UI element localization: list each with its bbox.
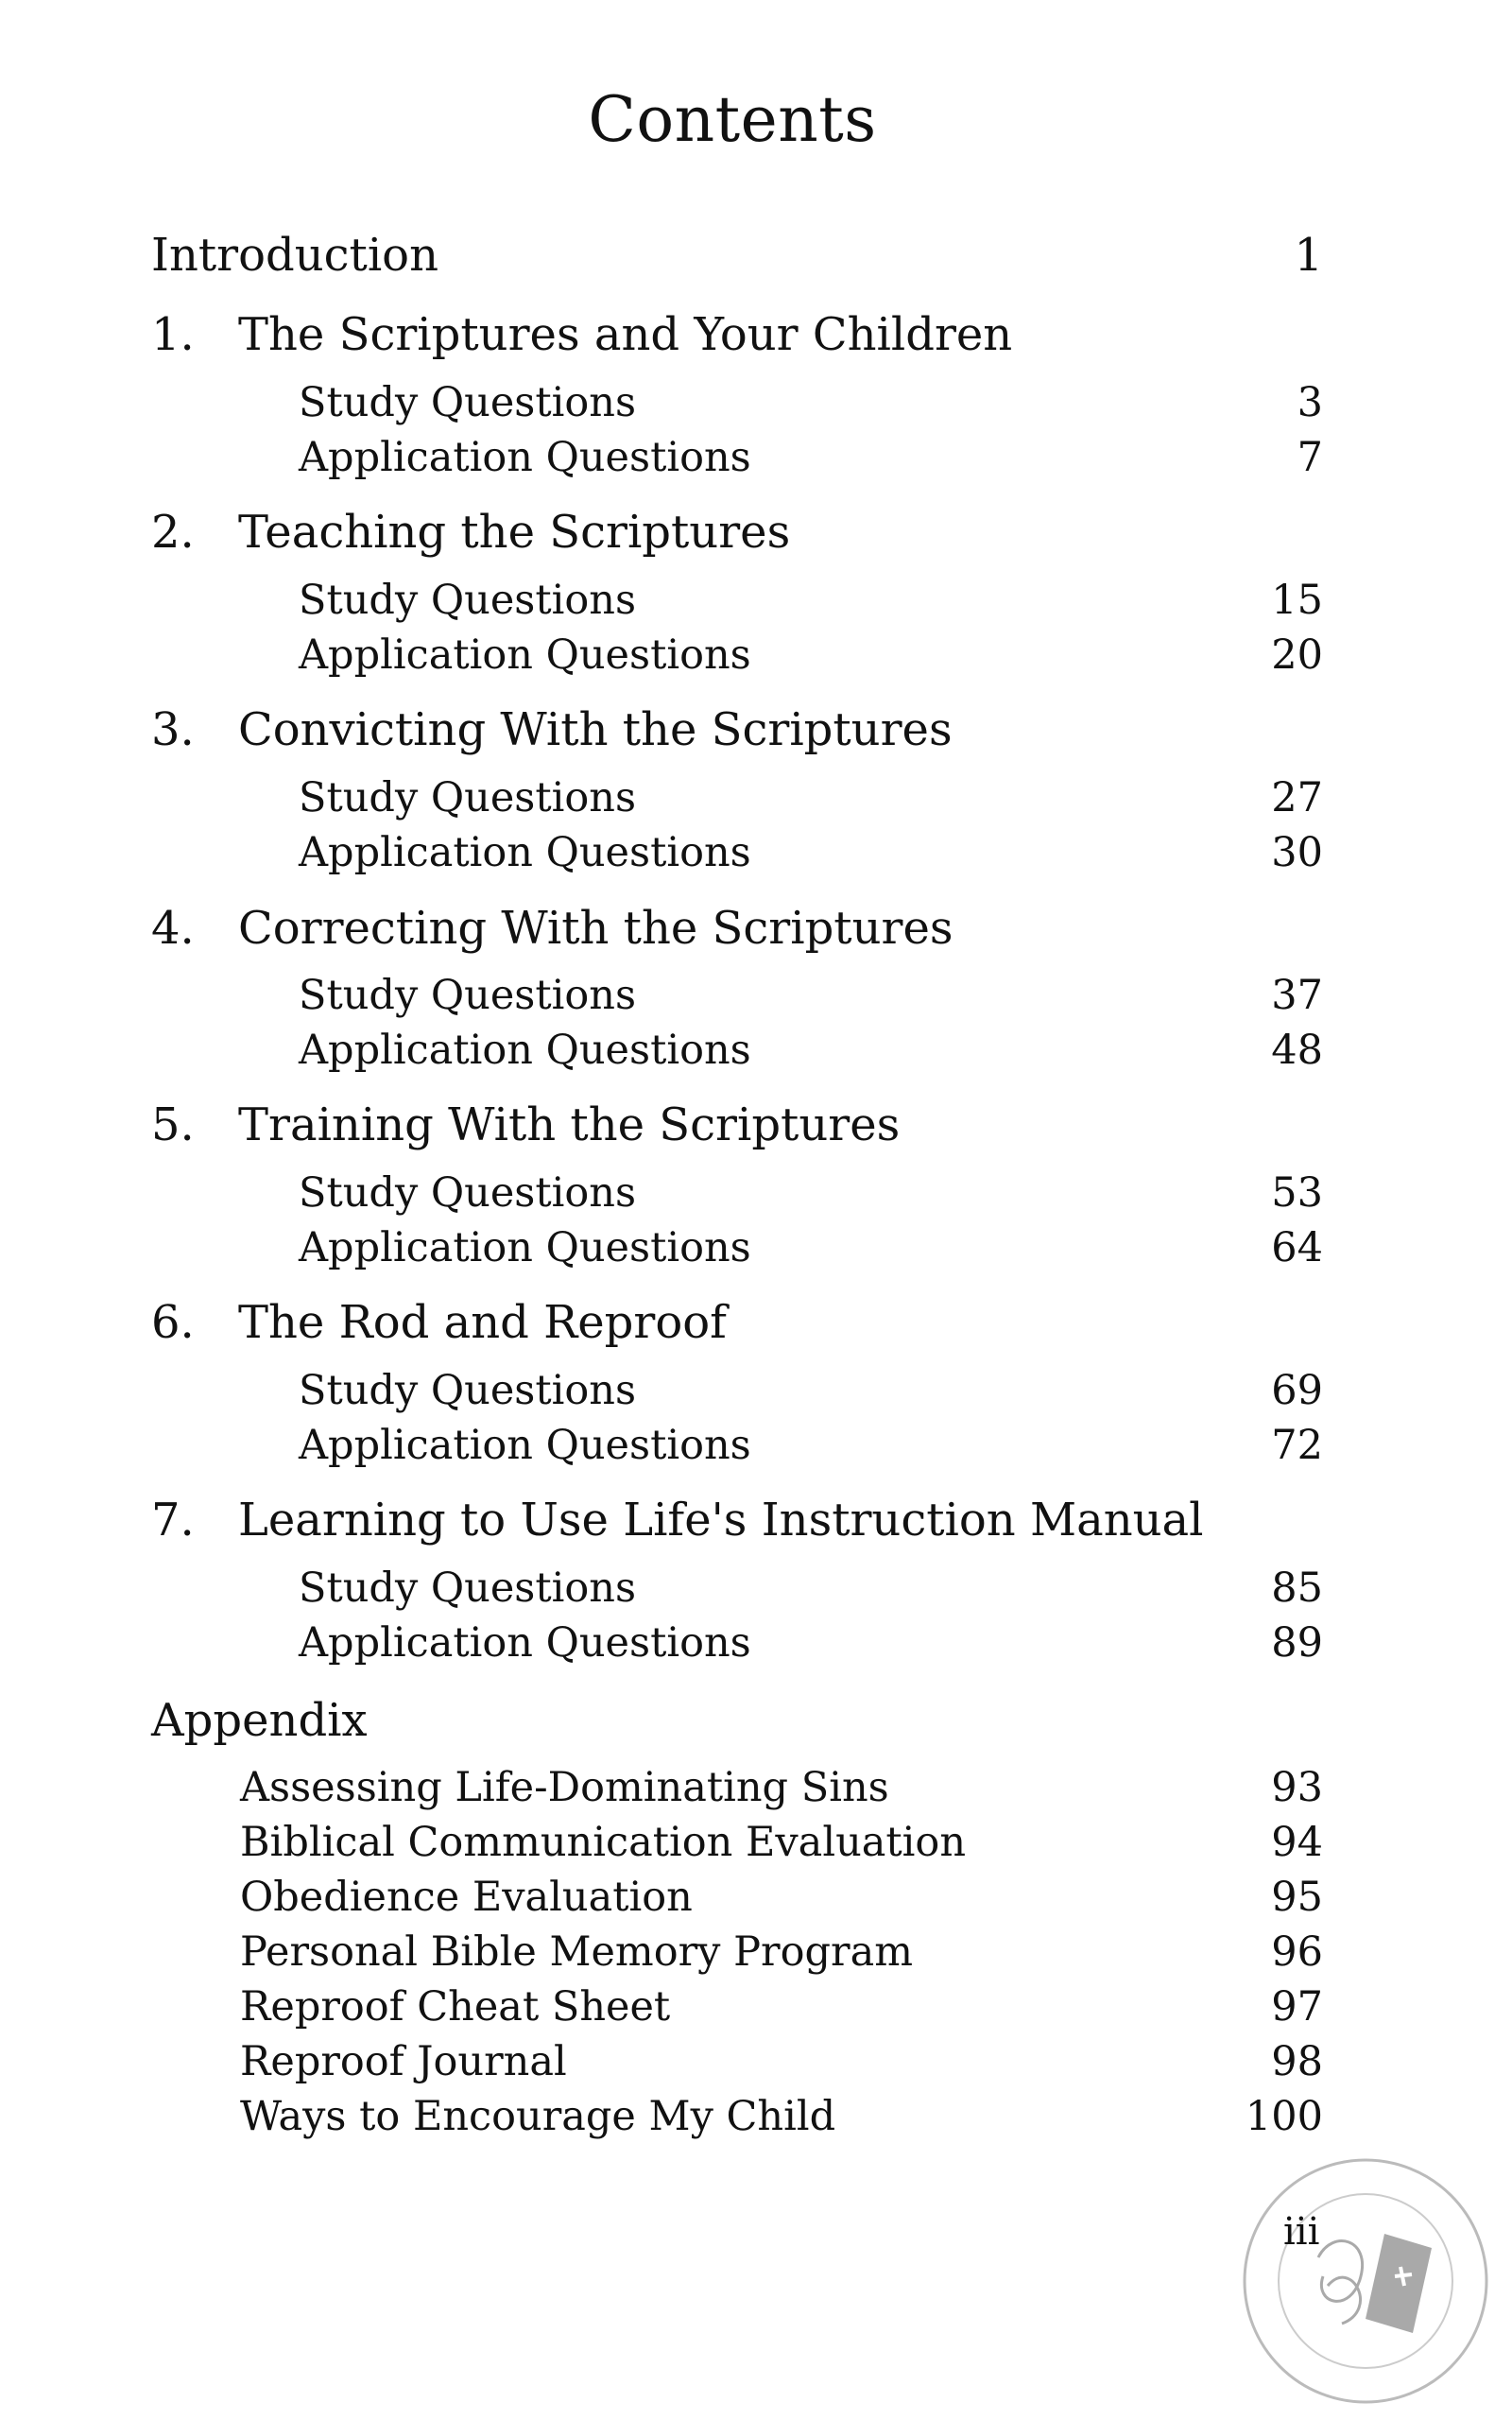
chapter-number: 4. xyxy=(151,902,195,955)
entry-label: Study Questions xyxy=(299,972,637,1019)
toc-subentry-study xyxy=(299,574,1323,627)
page-number: 48 xyxy=(1271,1027,1323,1074)
page-number: 94 xyxy=(1271,1819,1323,1866)
entry-label: Assessing Life-Dominating Sins xyxy=(240,1764,889,1811)
page-number: 96 xyxy=(1271,1928,1323,1976)
chapter-heading xyxy=(151,701,1323,758)
entry-label: Application Questions xyxy=(299,1619,751,1667)
appendix-item xyxy=(240,1980,1323,2033)
entry-label: Study Questions xyxy=(299,379,637,426)
page-number: 98 xyxy=(1271,2038,1323,2085)
page-number: 85 xyxy=(1271,1564,1323,1612)
chapter-title: Correcting With the Scriptures xyxy=(238,902,954,955)
appendix-item xyxy=(240,2035,1323,2088)
chapter-heading xyxy=(151,504,1323,561)
page-number: 37 xyxy=(1271,972,1323,1019)
toc-subentry-study xyxy=(299,1167,1323,1219)
page-number: 3 xyxy=(1297,379,1323,426)
page-number: 72 xyxy=(1271,1422,1323,1469)
entry-label: Study Questions xyxy=(299,1169,637,1217)
entry-label: Application Questions xyxy=(299,1422,751,1469)
toc-subentry-application xyxy=(299,1616,1323,1669)
appendix-item xyxy=(240,2090,1323,2143)
entry-label: Study Questions xyxy=(299,774,637,821)
appendix-item xyxy=(240,1761,1323,1814)
toc-subentry-application xyxy=(299,1221,1323,1274)
page-number: 7 xyxy=(1297,434,1323,481)
page-number: 30 xyxy=(1271,829,1323,876)
page-number: 15 xyxy=(1271,577,1323,624)
chapter-title: Teaching the Scriptures xyxy=(238,506,791,559)
page-number: 69 xyxy=(1271,1367,1323,1414)
page-number: 27 xyxy=(1271,774,1323,821)
entry-label: Obedience Evaluation xyxy=(240,1874,693,1921)
chapter-number: 5. xyxy=(151,1098,195,1151)
page-number: 95 xyxy=(1271,1874,1323,1921)
toc-subentry-application xyxy=(299,826,1323,879)
entry-label: Application Questions xyxy=(299,631,751,679)
entry-label: Study Questions xyxy=(299,1367,637,1414)
appendix-item xyxy=(240,1871,1323,1924)
entry-label: Study Questions xyxy=(299,577,637,624)
chapter-heading xyxy=(151,900,1323,957)
entry-label: Appendix xyxy=(151,1694,368,1747)
toc-entry-introduction xyxy=(151,227,1323,284)
appendix-item xyxy=(240,1816,1323,1869)
page-number: 93 xyxy=(1271,1764,1323,1811)
entry-label: Reproof Journal xyxy=(240,2038,567,2085)
chapter-heading xyxy=(151,1492,1323,1548)
page-number: 89 xyxy=(1271,1619,1323,1667)
toc-subentry-study xyxy=(299,376,1323,429)
page-number: 1 xyxy=(1294,229,1323,282)
chapter-title: The Rod and Reproof xyxy=(238,1296,727,1349)
entry-label: Application Questions xyxy=(299,1027,751,1074)
watermark-seal-icon xyxy=(1228,2144,1503,2418)
page-folio: iii xyxy=(1283,2210,1320,2254)
toc-subentry-application xyxy=(299,629,1323,682)
toc-subentry-study xyxy=(299,1364,1323,1417)
toc-subentry-study xyxy=(299,969,1323,1022)
toc-subentry-study xyxy=(299,1562,1323,1615)
chapter-title: Training With the Scriptures xyxy=(238,1098,901,1151)
chapter-number: 2. xyxy=(151,506,195,559)
toc-subentry-application xyxy=(299,1024,1323,1077)
page-number: 97 xyxy=(1271,1983,1323,2031)
page-number: 64 xyxy=(1271,1224,1323,1271)
page-number: 100 xyxy=(1245,2093,1323,2140)
chapter-heading xyxy=(151,1294,1323,1351)
toc-subentry-application xyxy=(299,1419,1323,1472)
toc-subentry-application xyxy=(299,431,1323,484)
chapter-number: 3. xyxy=(151,703,195,756)
toc-subentry-study xyxy=(299,771,1323,824)
page-number: 53 xyxy=(1271,1169,1323,1217)
entry-label: Application Questions xyxy=(299,829,751,876)
entry-label: Introduction xyxy=(151,229,438,282)
entry-label: Application Questions xyxy=(299,434,751,481)
entry-label: Application Questions xyxy=(299,1224,751,1271)
page-number: 20 xyxy=(1271,631,1323,679)
entry-label: Biblical Communication Evaluation xyxy=(240,1819,967,1866)
chapter-number: 6. xyxy=(151,1296,195,1349)
chapter-title: Learning to Use Life's Instruction Manual xyxy=(238,1494,1204,1547)
appendix-item xyxy=(240,1926,1323,1979)
entry-label: Ways to Encourage My Child xyxy=(240,2093,836,2140)
entry-label: Personal Bible Memory Program xyxy=(240,1928,913,1976)
entry-label: Reproof Cheat Sheet xyxy=(240,1983,671,2031)
chapter-title: Convicting With the Scriptures xyxy=(238,703,953,756)
page-title: Contents xyxy=(588,83,877,156)
chapter-heading xyxy=(151,306,1323,363)
appendix-heading xyxy=(151,1692,1323,1749)
entry-label: Study Questions xyxy=(299,1564,637,1612)
chapter-number: 7. xyxy=(151,1494,195,1547)
chapter-title: The Scriptures and Your Children xyxy=(238,308,1013,361)
chapter-heading xyxy=(151,1097,1323,1153)
chapter-number: 1. xyxy=(151,308,195,361)
